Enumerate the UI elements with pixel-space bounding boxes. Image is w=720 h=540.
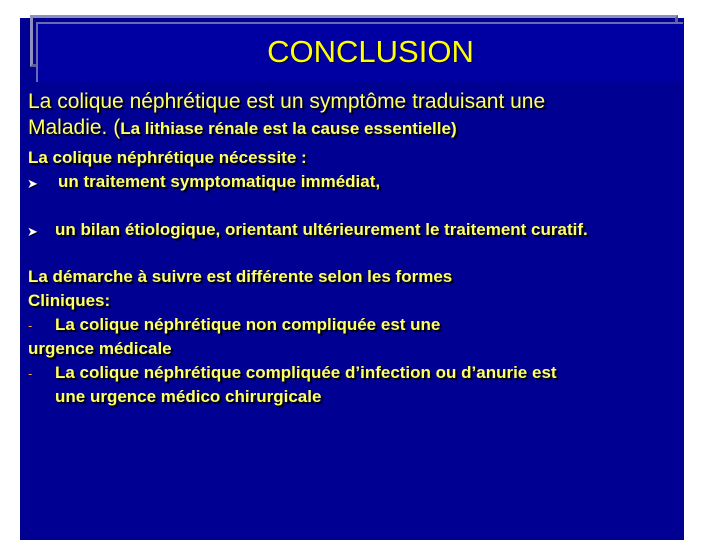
necessite-item-1: un traitement symptomatique immédiat, (58, 172, 381, 191)
demarche-item-1-line-2: urgence médicale (28, 339, 172, 358)
demarche-line-1: La démarche à suivre est différente selon les formes (28, 267, 453, 286)
dash-bullet: - (28, 366, 33, 381)
intro-line-2 (28, 116, 457, 140)
title-box (36, 22, 683, 82)
demarche-item-2-line-1: La colique néphrétique compliquée d’infection ou d’anurie est (55, 363, 557, 382)
dash-bullet: - (28, 318, 33, 333)
intro-line-1: La colique néphrétique est un symptôme traduisant une (28, 90, 546, 113)
demarche-item-1-line-1: La colique néphrétique non compliquée est une (55, 315, 441, 334)
necessite-item-2: un bilan étiologique, orientant ultérieurement le traitement curatif. (55, 220, 588, 239)
arrowhead-bullet-icon: ➤ (27, 176, 38, 191)
demarche-line-2: Cliniques: (28, 291, 111, 310)
necessite-heading: La colique néphrétique nécessite : (28, 148, 307, 167)
intro-line-2-lead: Maladie. ( (28, 116, 121, 139)
slide-title: CONCLUSION (267, 34, 474, 69)
demarche-item-2-line-2: une urgence médico chirurgicale (55, 387, 322, 406)
arrowhead-bullet-icon: ➤ (27, 224, 38, 239)
intro-line-2-rest: La lithiase rénale est la cause essentielle) (120, 119, 457, 138)
